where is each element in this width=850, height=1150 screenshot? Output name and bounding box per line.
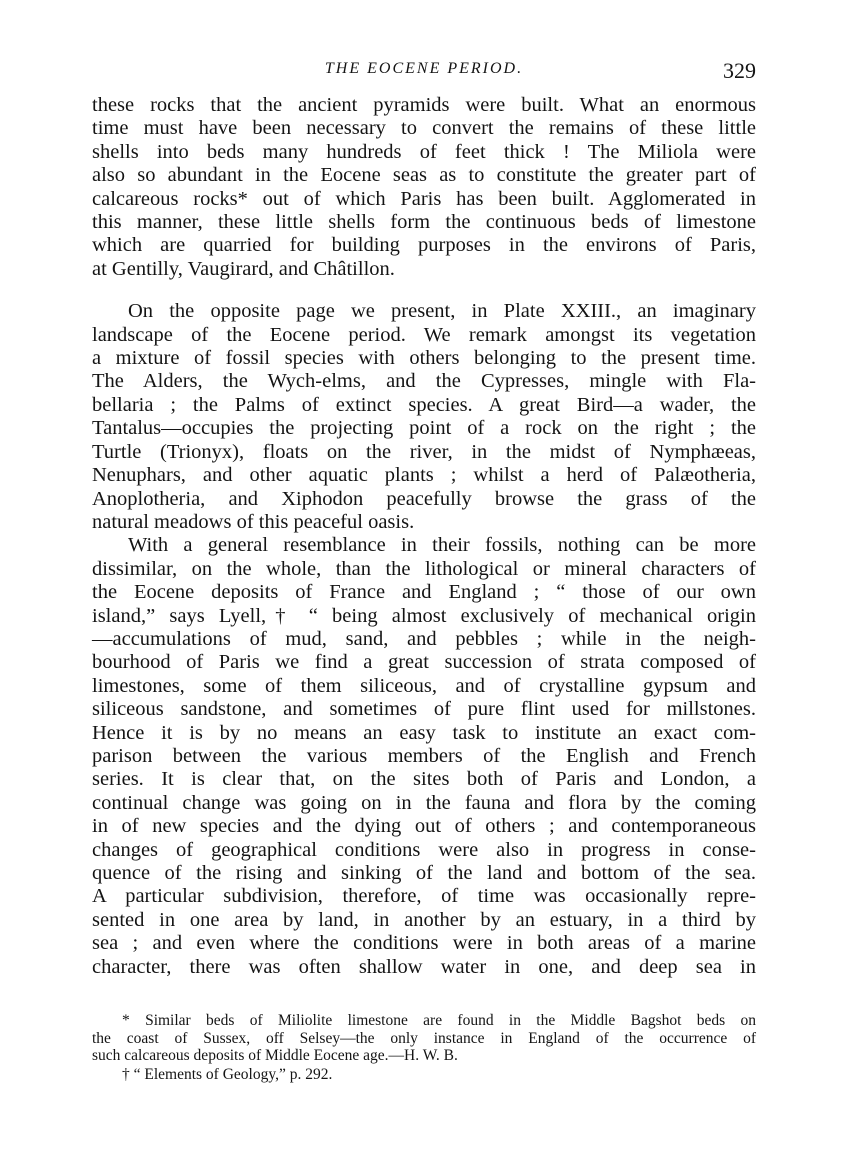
text-line: bourhood of Paris we find a great succession of strata composed of	[92, 651, 756, 674]
text-line: limestones, some of them siliceous, and of crystalline gypsum and	[92, 674, 756, 697]
text-line: Turtle (Trionyx), floats on the river, in the midst of Nymphæeas,	[92, 440, 756, 463]
text-line: a mixture of fossil species with others belonging to the present time.	[92, 347, 756, 370]
text-line: the Eocene deposits of France and England ; “ those of our own	[92, 581, 756, 604]
text-line: Nenuphars, and other aquatic plants ; whilst a herd of Palæotheria,	[92, 464, 756, 487]
footnote-line: * Similar beds of Miliolite limestone are found in the Middle Bagshot beds on	[122, 1012, 756, 1029]
text-line: calcareous rocks* out of which Paris has been built. Agglomerated in	[92, 187, 756, 210]
text-line: dissimilar, on the whole, than the lithological or mineral characters of	[92, 557, 756, 580]
text-line: in of new species and the dying out of others ; and contemporaneous	[92, 815, 756, 838]
text-line: at Gentilly, Vaugirard, and Châtillon.	[92, 257, 395, 280]
text-line: which are quarried for building purposes in the environs of Paris,	[92, 234, 756, 257]
text-line: changes of geographical conditions were also in progress in conse-	[92, 838, 756, 861]
text-line: natural meadows of this peaceful oasis.	[92, 510, 415, 533]
text-line: also so abundant in the Eocene seas as to constitute the greater part of	[92, 164, 756, 187]
paragraph-gap	[92, 281, 756, 300]
text-line: Anoplotheria, and Xiphodon peacefully browse the grass of the	[92, 487, 756, 510]
text-line: this manner, these little shells form the continuous beds of limestone	[92, 211, 756, 234]
footnote-1	[92, 1012, 756, 1065]
text-line: these rocks that the ancient pyramids were built. What an enormous	[92, 94, 756, 116]
footnote-2	[92, 1066, 756, 1084]
running-head	[92, 58, 756, 88]
paragraph-2	[92, 300, 756, 534]
footnote-line: the coast of Sussex, off Selsey—the only instance in England of the occurrence of	[92, 1029, 756, 1047]
text-line: A particular subdivision, therefore, of time was occasionally repre-	[92, 885, 756, 908]
footnote-line: † “ Elements of Geology,” p. 292.	[122, 1065, 333, 1083]
text-line: bellaria ; the Palms of extinct species. A great Bird—a wader, the	[92, 393, 756, 416]
text-line: time must have been necessary to convert the remains of these little	[92, 117, 756, 140]
page-body	[92, 58, 756, 979]
footnote-line: such calcareous deposits of Middle Eocene age.—H. W. B.	[92, 1047, 458, 1064]
text-line: continual change was going on in the fauna and flora by the coming	[92, 791, 756, 814]
footnotes	[92, 1012, 756, 1083]
paragraph-3	[92, 534, 756, 979]
running-title: THE EOCENE PERIOD.	[324, 60, 524, 77]
text-line: series. It is clear that, on the sites both of Paris and London, a	[92, 768, 756, 791]
text-line: parison between the various members of the English and French	[92, 744, 756, 767]
paragraph-1	[92, 94, 756, 281]
text-line: shells into beds many hundreds of feet thick ! The Miliola were	[92, 140, 756, 163]
text-line: The Alders, the Wych-elms, and the Cypresses, mingle with Fla-	[92, 370, 756, 393]
text-line: sea ; and even where the conditions were in both areas of a marine	[92, 932, 756, 955]
text-line: Tantalus—occupies the projecting point of a rock on the right ; the	[92, 417, 756, 440]
text-line: sented in one area by land, in another by an estuary, in a third by	[92, 908, 756, 931]
text-line: island,” says Lyell,† “ being almost exclusively of mechanical origin	[92, 604, 756, 627]
text-line: With a general resemblance in their fossils, nothing can be more	[128, 534, 756, 557]
text-line: —accumulations of mud, sand, and pebbles ; while in the neigh-	[92, 627, 756, 650]
text-line: On the opposite page we present, in Plate XXIII., an imaginary	[128, 300, 756, 323]
text-line: Hence it is by no means an easy task to institute an exact com-	[92, 721, 756, 744]
text-line: siliceous sandstone, and sometimes of pure flint used for millstones.	[92, 698, 756, 721]
text-line: character, there was often shallow water in one, and deep sea in	[92, 955, 756, 978]
page-number: 329	[723, 58, 756, 83]
text-line: landscape of the Eocene period. We remark amongst its vegetation	[92, 323, 756, 346]
text-line: quence of the rising and sinking of the land and bottom of the sea.	[92, 862, 756, 884]
